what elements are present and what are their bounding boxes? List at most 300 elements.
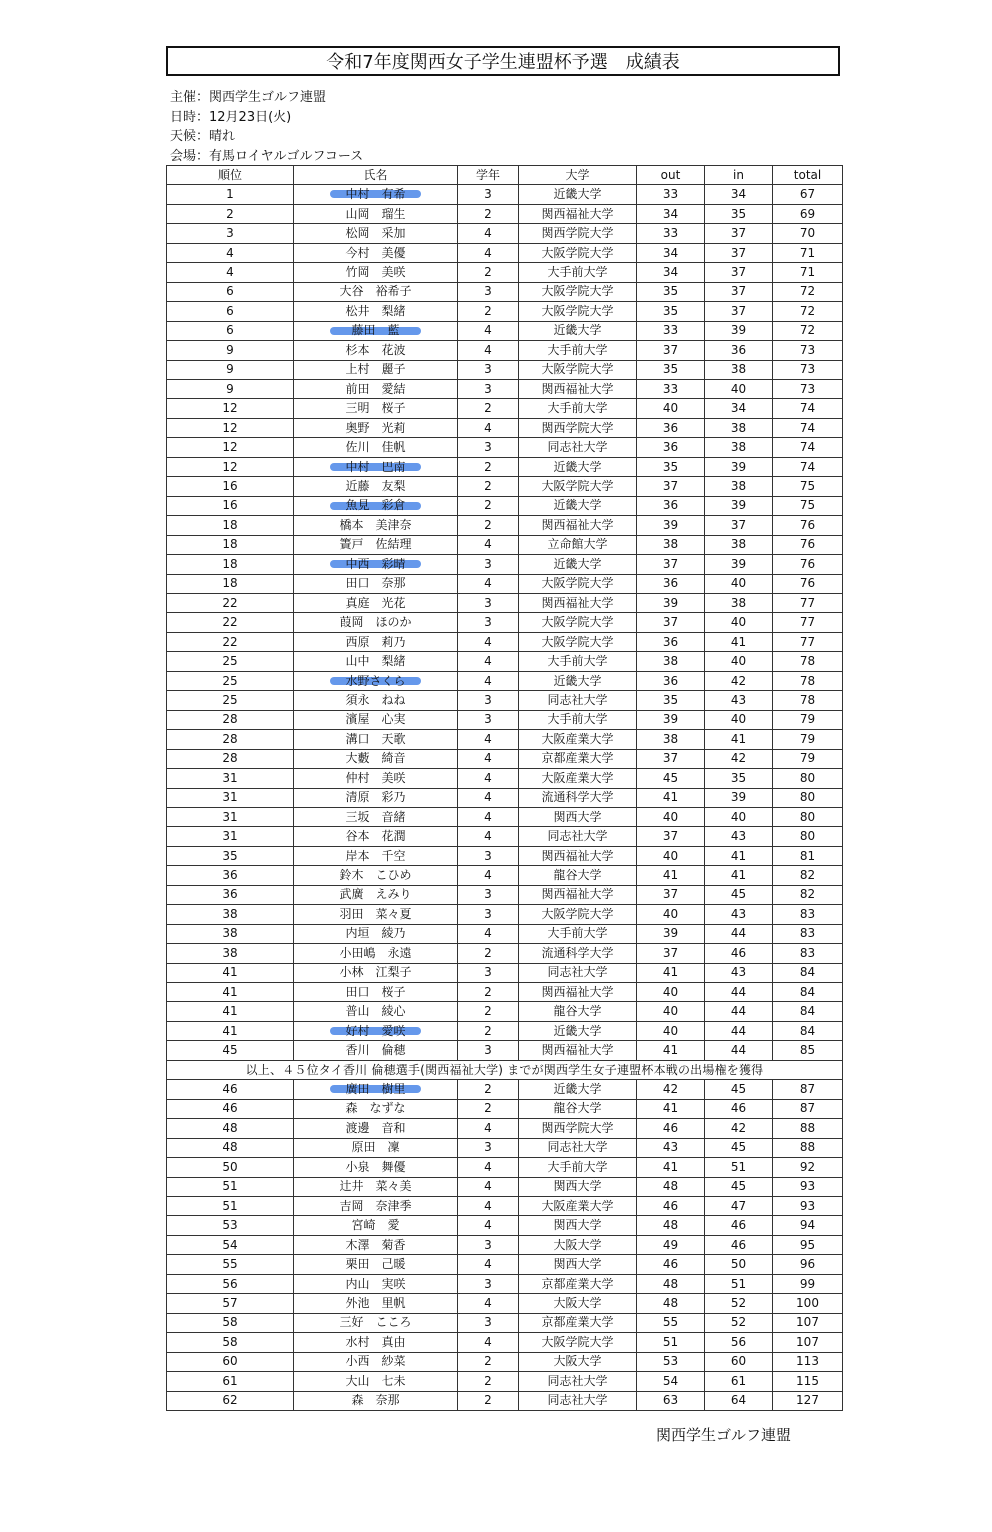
organizer: 主催：関西学生ゴルフ連盟 <box>170 90 327 105</box>
name-cell <box>294 963 458 982</box>
name-cell <box>294 263 458 282</box>
out-cell: 35 <box>637 282 705 301</box>
name-cell <box>294 1333 458 1352</box>
rank-cell: 28 <box>167 730 294 749</box>
rank-cell: 16 <box>167 496 294 515</box>
university-cell: 関西大学 <box>519 807 637 826</box>
out-cell: 35 <box>637 691 705 710</box>
player-name: 栗田 己暖 <box>345 1257 406 1272</box>
out-cell: 35 <box>637 360 705 379</box>
grade-cell: 4 <box>458 1216 519 1235</box>
in-cell: 37 <box>705 263 773 282</box>
total-cell: 107 <box>773 1313 843 1332</box>
rank-cell: 46 <box>167 1080 294 1099</box>
rank-cell: 41 <box>167 1021 294 1040</box>
table-row <box>167 204 843 223</box>
table-row <box>167 1197 843 1216</box>
university-cell: 関西福祉大学 <box>519 1041 637 1060</box>
rank-cell: 41 <box>167 983 294 1002</box>
player-name: 宮崎 愛 <box>351 1218 400 1233</box>
total-cell: 72 <box>773 302 843 321</box>
rank-cell: 61 <box>167 1372 294 1391</box>
player-name: 吉岡 奈津季 <box>339 1198 412 1213</box>
out-cell: 36 <box>637 418 705 437</box>
out-cell: 41 <box>637 1158 705 1177</box>
player-name: 内山 実咲 <box>345 1276 406 1291</box>
in-cell: 44 <box>705 1041 773 1060</box>
out-cell: 37 <box>637 885 705 904</box>
table-row <box>167 924 843 943</box>
table-row <box>167 1177 843 1196</box>
total-cell: 71 <box>773 243 843 262</box>
in-cell: 44 <box>705 1021 773 1040</box>
table-row <box>167 710 843 729</box>
grade-cell: 4 <box>458 730 519 749</box>
table-row <box>167 632 843 651</box>
in-cell: 41 <box>705 730 773 749</box>
out-cell: 48 <box>637 1274 705 1293</box>
university-cell: 流通科学大学 <box>519 944 637 963</box>
total-cell: 87 <box>773 1080 843 1099</box>
rank-cell: 22 <box>167 593 294 612</box>
name-cell <box>294 983 458 1002</box>
table-row <box>167 477 843 496</box>
out-cell: 63 <box>637 1391 705 1410</box>
grade-cell: 2 <box>458 399 519 418</box>
university-cell: 大手前大学 <box>519 710 637 729</box>
in-cell: 51 <box>705 1158 773 1177</box>
name-cell <box>294 924 458 943</box>
total-cell: 84 <box>773 983 843 1002</box>
total-cell: 80 <box>773 827 843 846</box>
player-name: 鈴木 こひめ <box>339 868 412 883</box>
university-cell: 関西学院大学 <box>519 418 637 437</box>
grade-cell: 2 <box>458 1002 519 1021</box>
out-cell: 36 <box>637 671 705 690</box>
player-name: 松井 梨緒 <box>345 303 406 318</box>
out-cell: 39 <box>637 924 705 943</box>
out-cell: 36 <box>637 496 705 515</box>
university-cell: 大手前大学 <box>519 399 637 418</box>
total-cell: 80 <box>773 769 843 788</box>
rank-cell: 48 <box>167 1138 294 1157</box>
in-cell: 45 <box>705 885 773 904</box>
rank-cell: 54 <box>167 1235 294 1254</box>
total-cell: 73 <box>773 341 843 360</box>
in-cell: 39 <box>705 321 773 340</box>
rank-cell: 53 <box>167 1216 294 1235</box>
grade-cell: 4 <box>458 418 519 437</box>
out-cell: 48 <box>637 1216 705 1235</box>
rank-cell: 55 <box>167 1255 294 1274</box>
in-cell: 38 <box>705 477 773 496</box>
in-cell: 35 <box>705 769 773 788</box>
player-name: 木澤 菊香 <box>345 1237 406 1252</box>
in-cell: 43 <box>705 963 773 982</box>
out-cell: 36 <box>637 632 705 651</box>
in-cell: 45 <box>705 1138 773 1157</box>
university-cell: 関西福祉大学 <box>519 846 637 865</box>
grade-cell: 3 <box>458 905 519 924</box>
table-row <box>167 1372 843 1391</box>
name-cell <box>294 671 458 690</box>
player-name: 外池 里帆 <box>345 1296 406 1310</box>
in-cell: 40 <box>705 807 773 826</box>
in-cell: 43 <box>705 827 773 846</box>
university-cell: 関西福祉大学 <box>519 516 637 535</box>
out-cell: 54 <box>637 1372 705 1391</box>
out-cell: 51 <box>637 1333 705 1352</box>
out-cell: 38 <box>637 730 705 749</box>
university-cell: 大阪産業大学 <box>519 769 637 788</box>
out-cell: 33 <box>637 379 705 398</box>
rank-cell: 41 <box>167 1002 294 1021</box>
header-in: in <box>705 166 773 185</box>
rank-cell: 2 <box>167 204 294 223</box>
out-cell: 39 <box>637 593 705 612</box>
grade-cell: 4 <box>458 1197 519 1216</box>
grade-cell: 2 <box>458 457 519 476</box>
table-row <box>167 885 843 904</box>
grade-cell: 4 <box>458 574 519 593</box>
total-cell: 81 <box>773 846 843 865</box>
table-row <box>167 1235 843 1254</box>
university-cell: 同志社大学 <box>519 1372 637 1391</box>
name-cell <box>294 905 458 924</box>
total-cell: 83 <box>773 924 843 943</box>
grade-cell: 4 <box>458 788 519 807</box>
player-name: 田口 奈那 <box>345 576 406 591</box>
player-name: 三坂 音緒 <box>345 809 406 824</box>
player-name: 魚見 彩倉 <box>345 498 406 513</box>
total-cell: 80 <box>773 788 843 807</box>
total-cell: 74 <box>773 399 843 418</box>
university-cell: 同志社大学 <box>519 963 637 982</box>
in-cell: 40 <box>705 379 773 398</box>
university-cell: 関西大学 <box>519 1216 637 1235</box>
player-name: 真庭 光花 <box>345 595 406 610</box>
name-cell <box>294 535 458 554</box>
out-cell: 40 <box>637 983 705 1002</box>
player-name: 辻井 菜々美 <box>339 1179 412 1194</box>
player-name: 渡邊 音和 <box>345 1120 406 1135</box>
in-cell: 45 <box>705 1080 773 1099</box>
university-cell: 大手前大学 <box>519 341 637 360</box>
university-cell: 関西大学 <box>519 1255 637 1274</box>
name-cell <box>294 1138 458 1157</box>
grade-cell: 3 <box>458 360 519 379</box>
total-cell: 96 <box>773 1255 843 1274</box>
grade-cell: 4 <box>458 1255 519 1274</box>
name-cell <box>294 710 458 729</box>
table-row <box>167 1002 843 1021</box>
university-cell: 近畿大学 <box>519 1021 637 1040</box>
total-cell: 83 <box>773 944 843 963</box>
grade-cell: 2 <box>458 516 519 535</box>
out-cell: 33 <box>637 185 705 204</box>
table-row <box>167 749 843 768</box>
grade-cell: 3 <box>458 555 519 574</box>
name-cell <box>294 1002 458 1021</box>
out-cell: 37 <box>637 477 705 496</box>
total-cell: 72 <box>773 321 843 340</box>
page-title: 令和7年度関西女子学生連盟杯予選 成績表 <box>166 46 840 76</box>
out-cell: 46 <box>637 1119 705 1138</box>
table-row <box>167 321 843 340</box>
out-cell: 45 <box>637 769 705 788</box>
player-name: 中西 彩晴 <box>345 556 406 571</box>
table-row <box>167 983 843 1002</box>
in-cell: 47 <box>705 1197 773 1216</box>
university-cell: 大阪学院大学 <box>519 632 637 651</box>
name-cell <box>294 1158 458 1177</box>
out-cell: 37 <box>637 613 705 632</box>
table-row <box>167 496 843 515</box>
weather: 天候：晴れ <box>170 129 236 144</box>
player-name: 西原 莉乃 <box>345 634 406 649</box>
out-cell: 34 <box>637 243 705 262</box>
university-cell: 関西福祉大学 <box>519 593 637 612</box>
rank-cell: 25 <box>167 691 294 710</box>
player-name: 原田 凜 <box>351 1140 400 1155</box>
in-cell: 40 <box>705 710 773 729</box>
in-cell: 38 <box>705 593 773 612</box>
player-name: 前田 愛結 <box>345 381 406 396</box>
player-name: 小西 紗菜 <box>345 1354 406 1369</box>
in-cell: 43 <box>705 691 773 710</box>
grade-cell: 2 <box>458 983 519 1002</box>
out-cell: 55 <box>637 1313 705 1332</box>
table-row <box>167 788 843 807</box>
grade-cell: 4 <box>458 632 519 651</box>
university-cell: 龍谷大学 <box>519 866 637 885</box>
rank-cell: 57 <box>167 1294 294 1313</box>
player-name: 田口 桜子 <box>345 984 406 999</box>
table-row <box>167 1138 843 1157</box>
in-cell: 40 <box>705 574 773 593</box>
total-cell: 84 <box>773 1021 843 1040</box>
total-cell: 71 <box>773 263 843 282</box>
out-cell: 38 <box>637 652 705 671</box>
grade-cell: 4 <box>458 1294 519 1313</box>
header-name: 氏名 <box>294 166 458 185</box>
rank-cell: 60 <box>167 1352 294 1371</box>
table-row <box>167 1119 843 1138</box>
in-cell: 39 <box>705 555 773 574</box>
total-cell: 75 <box>773 496 843 515</box>
total-cell: 78 <box>773 691 843 710</box>
in-cell: 42 <box>705 749 773 768</box>
in-cell: 41 <box>705 866 773 885</box>
out-cell: 41 <box>637 1099 705 1118</box>
in-cell: 37 <box>705 516 773 535</box>
name-cell <box>294 321 458 340</box>
rank-cell: 16 <box>167 477 294 496</box>
table-row <box>167 418 843 437</box>
grade-cell: 4 <box>458 749 519 768</box>
player-name: 好村 愛咲 <box>345 1023 406 1038</box>
grade-cell: 4 <box>458 341 519 360</box>
table-row <box>167 671 843 690</box>
table-row <box>167 846 843 865</box>
player-name: 水野さくら <box>345 673 406 688</box>
header-total: total <box>773 166 843 185</box>
total-cell: 76 <box>773 555 843 574</box>
name-cell <box>294 341 458 360</box>
in-cell: 60 <box>705 1352 773 1371</box>
rank-cell: 12 <box>167 399 294 418</box>
in-cell: 44 <box>705 983 773 1002</box>
table-row <box>167 866 843 885</box>
total-cell: 92 <box>773 1158 843 1177</box>
out-cell: 41 <box>637 963 705 982</box>
player-name: 藤田 藍 <box>351 323 400 338</box>
grade-cell: 2 <box>458 1080 519 1099</box>
name-cell <box>294 613 458 632</box>
table-row <box>167 574 843 593</box>
table-row <box>167 652 843 671</box>
total-cell: 85 <box>773 1041 843 1060</box>
grade-cell: 3 <box>458 710 519 729</box>
out-cell: 40 <box>637 399 705 418</box>
university-cell: 龍谷大学 <box>519 1002 637 1021</box>
name-cell <box>294 360 458 379</box>
in-cell: 44 <box>705 924 773 943</box>
table-row <box>167 613 843 632</box>
name-cell <box>294 379 458 398</box>
in-cell: 42 <box>705 671 773 690</box>
university-cell: 大手前大学 <box>519 1158 637 1177</box>
player-name: 簀戸 佐結理 <box>339 537 412 552</box>
player-name: 中村 巴南 <box>345 459 406 474</box>
university-cell: 同志社大学 <box>519 1391 637 1410</box>
total-cell: 80 <box>773 807 843 826</box>
table-row <box>167 1313 843 1332</box>
table-row <box>167 360 843 379</box>
name-cell <box>294 243 458 262</box>
rank-cell: 45 <box>167 1041 294 1060</box>
out-cell: 40 <box>637 846 705 865</box>
university-cell: 同志社大学 <box>519 691 637 710</box>
name-cell <box>294 1313 458 1332</box>
header-out: out <box>637 166 705 185</box>
total-cell: 70 <box>773 224 843 243</box>
grade-cell: 4 <box>458 243 519 262</box>
total-cell: 79 <box>773 710 843 729</box>
rank-cell: 4 <box>167 243 294 262</box>
table-row <box>167 593 843 612</box>
total-cell: 78 <box>773 671 843 690</box>
rank-cell: 18 <box>167 574 294 593</box>
university-cell: 京都産業大学 <box>519 749 637 768</box>
player-name: 大山 七未 <box>345 1373 406 1388</box>
total-cell: 79 <box>773 730 843 749</box>
player-name: 羽田 菜々夏 <box>339 906 412 921</box>
table-row <box>167 302 843 321</box>
name-cell <box>294 418 458 437</box>
rank-cell: 9 <box>167 379 294 398</box>
in-cell: 61 <box>705 1372 773 1391</box>
results-body <box>167 185 843 1411</box>
grade-cell: 4 <box>458 866 519 885</box>
out-cell: 39 <box>637 710 705 729</box>
total-cell: 77 <box>773 632 843 651</box>
in-cell: 38 <box>705 438 773 457</box>
rank-cell: 12 <box>167 418 294 437</box>
university-cell: 近畿大学 <box>519 457 637 476</box>
in-cell: 36 <box>705 341 773 360</box>
rank-cell: 51 <box>167 1177 294 1196</box>
name-cell <box>294 1391 458 1410</box>
rank-cell: 22 <box>167 613 294 632</box>
player-name: 大藪 綺音 <box>345 751 406 766</box>
rank-cell: 25 <box>167 652 294 671</box>
name-cell <box>294 282 458 301</box>
table-row <box>167 1274 843 1293</box>
in-cell: 39 <box>705 457 773 476</box>
name-cell <box>294 788 458 807</box>
grade-cell: 2 <box>458 263 519 282</box>
university-cell: 近畿大学 <box>519 1080 637 1099</box>
rank-cell: 58 <box>167 1333 294 1352</box>
university-cell: 大阪学院大学 <box>519 613 637 632</box>
player-name: 近藤 友梨 <box>345 478 406 493</box>
university-cell: 同志社大学 <box>519 438 637 457</box>
out-cell: 34 <box>637 263 705 282</box>
university-cell: 大阪学院大学 <box>519 574 637 593</box>
table-row <box>167 1352 843 1371</box>
total-cell: 87 <box>773 1099 843 1118</box>
rank-cell: 38 <box>167 944 294 963</box>
university-cell: 立命館大学 <box>519 535 637 554</box>
name-cell <box>294 769 458 788</box>
grade-cell: 3 <box>458 185 519 204</box>
grade-cell: 2 <box>458 944 519 963</box>
in-cell: 64 <box>705 1391 773 1410</box>
out-cell: 36 <box>637 438 705 457</box>
player-name: 小林 江梨子 <box>339 965 412 980</box>
player-name: 山岡 瑠生 <box>345 206 406 221</box>
rank-cell: 4 <box>167 263 294 282</box>
university-cell: 大阪学院大学 <box>519 302 637 321</box>
name-cell <box>294 1197 458 1216</box>
in-cell: 40 <box>705 613 773 632</box>
rank-cell: 9 <box>167 341 294 360</box>
table-row <box>167 1391 843 1410</box>
player-name: 仲村 美咲 <box>345 770 406 785</box>
rank-cell: 62 <box>167 1391 294 1410</box>
rank-cell: 18 <box>167 516 294 535</box>
name-cell <box>294 302 458 321</box>
university-cell: 大阪大学 <box>519 1235 637 1254</box>
grade-cell: 3 <box>458 379 519 398</box>
university-cell: 京都産業大学 <box>519 1274 637 1293</box>
total-cell: 77 <box>773 613 843 632</box>
university-cell: 大阪大学 <box>519 1294 637 1313</box>
name-cell <box>294 204 458 223</box>
university-cell: 大手前大学 <box>519 924 637 943</box>
grade-cell: 3 <box>458 885 519 904</box>
in-cell: 45 <box>705 1177 773 1196</box>
total-cell: 113 <box>773 1352 843 1371</box>
name-cell <box>294 496 458 515</box>
header-rank: 順位 <box>167 166 294 185</box>
rank-cell: 31 <box>167 827 294 846</box>
out-cell: 41 <box>637 788 705 807</box>
name-cell <box>294 457 458 476</box>
university-cell: 大阪産業大学 <box>519 1197 637 1216</box>
name-cell <box>294 730 458 749</box>
